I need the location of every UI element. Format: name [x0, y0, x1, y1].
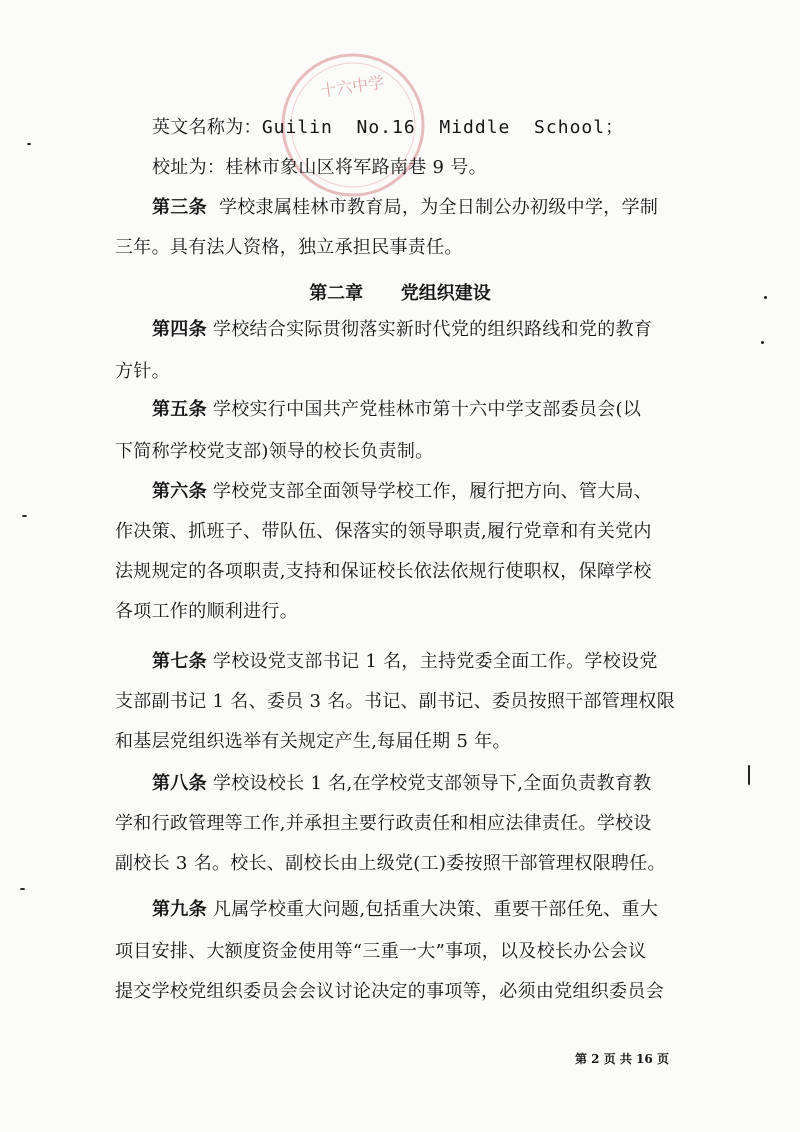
line-text: 凡属学校重大问题,包括重大决策、重要干部任免、重大 [206, 899, 659, 920]
body-line [115, 440, 433, 464]
line-text: 和基层党组织选举有关规定产生,每届任期 5 年。 [115, 731, 511, 752]
body-line [115, 690, 675, 714]
body-line [152, 116, 624, 140]
line-text: 方针。 [115, 361, 170, 382]
article-label: 第八条 [152, 773, 207, 794]
body-line [152, 480, 652, 504]
body-line [115, 520, 652, 544]
svg-text:十六中学: 十六中学 [319, 72, 386, 101]
page-number-footer: 第 2 页 共 16 页 [575, 1052, 669, 1066]
body-line [115, 980, 664, 1004]
body-line [152, 156, 487, 180]
line-text: 三年。具有法人资格，独立承担民事责任。 [115, 237, 463, 258]
body-line [152, 772, 651, 796]
line-text: 项目安排、大额度资金使用等“三重一大”事项，以及校长办公会议 [115, 941, 647, 962]
line-text: 学校党支部全面领导学校工作，履行把方向、管大局、 [206, 481, 653, 502]
line-text: 英文名称为： [152, 117, 262, 138]
scan-speck [748, 765, 750, 785]
article-label: 第九条 [152, 899, 207, 920]
line-text: 校址为：桂林市象山区将军路南巷 9 号。 [152, 157, 487, 178]
line-text: 下简称学校党支部)领导的校长负责制。 [115, 441, 434, 462]
line-text: 学和行政管理等工作,并承担主要行政责任和相应法律责任。学校设 [115, 813, 652, 834]
body-line [152, 398, 641, 422]
line-text: Guilin No.16 Middle School； [261, 117, 625, 138]
line-text: 各项工作的顺利进行。 [115, 601, 298, 622]
body-line [152, 898, 658, 922]
line-text: 学校设校长 1 名,在学校党支部领导下,全面负责教育教 [206, 773, 652, 794]
body-line [152, 650, 658, 674]
body-line [152, 196, 658, 220]
article-label: 第三条 [152, 197, 207, 218]
line-text: 学校实行中国共产党桂林市第十六中学支部委员会(以 [206, 399, 642, 420]
line-text: 支部副书记 1 名、委员 3 名。书记、副书记、委员按照干部管理权限 [115, 691, 675, 712]
article-label: 第六条 [152, 481, 207, 502]
line-text: 作决策、抓班子、带队伍、保落实的领导职责,履行党章和有关党内 [115, 521, 652, 542]
scan-speck [764, 296, 767, 299]
line-text: 学校设党支部书记 1 名，主持党委全面工作。学校设党 [206, 651, 658, 672]
body-line [115, 730, 511, 754]
scan-speck [22, 515, 27, 517]
body-line [115, 360, 170, 384]
body-line [115, 600, 298, 624]
body-line [115, 852, 666, 876]
article-label: 第七条 [152, 651, 207, 672]
line-text: 提交学校党组织委员会会议讨论决定的事项等，必须由党组织委员会 [115, 981, 664, 1002]
scan-speck [20, 888, 25, 890]
scan-speck [761, 341, 764, 344]
line-text: 学校隶属桂林市教育局，为全日制公办初级中学，学制 [206, 197, 659, 218]
body-line [115, 940, 646, 964]
body-line [115, 236, 463, 260]
line-text: 副校长 3 名。校长、副校长由上级党(工)委按照干部管理权限聘任。 [115, 853, 666, 874]
body-line [115, 560, 652, 584]
chapter-heading: 第二章 党组织建设 [309, 283, 491, 304]
line-text: 法规规定的各项职责,支持和保证校长依法依规行使职权，保障学校 [115, 561, 652, 582]
scan-speck [27, 143, 31, 145]
body-line [115, 812, 652, 836]
article-label: 第四条 [152, 319, 207, 340]
line-text: 学校结合实际贯彻落实新时代党的组织路线和党的教育 [206, 319, 653, 340]
body-line [152, 318, 652, 342]
article-label: 第五条 [152, 399, 207, 420]
